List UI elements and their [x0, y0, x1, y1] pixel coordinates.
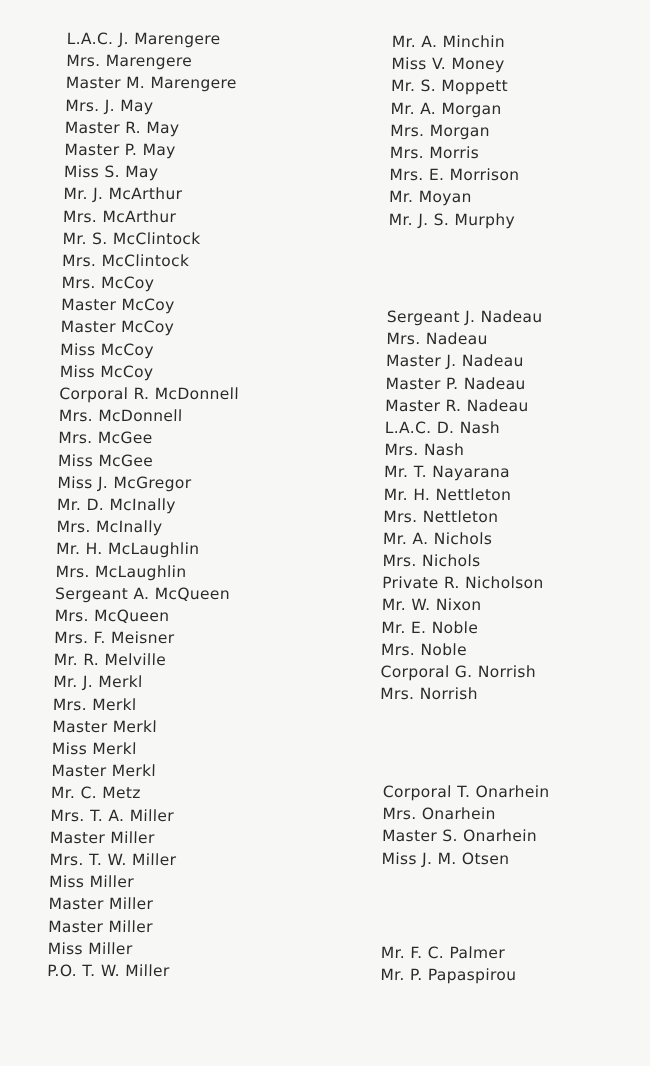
name-entry: Mrs. Norrish	[380, 685, 479, 704]
name-entry: Master R. Nadeau	[385, 396, 529, 415]
name-entry: Mr. A. Morgan	[390, 99, 502, 118]
name-entry: Miss McCoy	[60, 340, 155, 359]
name-entry: Mrs. Nash	[384, 441, 465, 460]
name-entry: Master Miller	[48, 895, 154, 914]
name-entry: Master P. Nadeau	[385, 374, 526, 393]
name-entry: Mrs. Merkl	[52, 695, 137, 714]
name-entry: Mr. W. Nixon	[381, 596, 482, 615]
name-entry: Mr. T. Nayarana	[383, 463, 511, 482]
name-entry: Miss Merkl	[51, 740, 137, 758]
name-entry: Mr. R. Melville	[53, 651, 167, 670]
name-entry: Mr. J. S. Murphy	[388, 210, 516, 229]
name-entry: Mr. E. Noble	[381, 618, 479, 637]
name-entry: Mrs. T. W. Miller	[49, 850, 177, 869]
name-entry: Master P. May	[64, 140, 176, 159]
name-entry: P.O. T. W. Miller	[47, 961, 170, 980]
name-entry: Miss V. Money	[391, 55, 505, 74]
name-entry: Mr. D. McInally	[56, 495, 176, 514]
name-entry: Mrs. McGee	[58, 429, 153, 448]
name-entry: Mr. A. Minchin	[391, 33, 506, 51]
name-entry: Mr. C. Metz	[50, 784, 141, 803]
name-entry: Mr. P. Papaspirou	[380, 966, 517, 985]
name-entry: Mrs. Morgan	[390, 121, 491, 140]
right-group-m	[389, 31, 522, 231]
name-entry: Mrs. Onarhein	[382, 805, 496, 824]
name-entry: Mrs. Morris	[389, 143, 480, 162]
name-entry: Sergeant J. Nadeau	[386, 308, 543, 326]
name-entry: Mrs. McClintock	[61, 251, 190, 270]
name-entry: Miss J. McGregor	[57, 473, 192, 492]
name-entry: Master Miller	[47, 917, 153, 936]
name-entry: Mr. A. Nichols	[382, 529, 493, 548]
right-group-n	[380, 306, 548, 705]
name-entry: Mr. S. McClintock	[62, 229, 201, 248]
name-entry: Mrs. J. May	[65, 96, 154, 115]
right-group-o	[381, 781, 549, 870]
name-entry: Mrs. E. Morrison	[389, 166, 520, 185]
name-entry: Mrs. McLaughlin	[55, 562, 187, 581]
name-entry: Mrs. Noble	[380, 640, 468, 659]
name-entry: Sergeant A. McQueen	[54, 584, 231, 603]
name-entry: Master McCoy	[61, 296, 175, 315]
name-entry: Corporal R. McDonnell	[59, 385, 240, 403]
name-entry: Mrs. T. A. Miller	[50, 806, 175, 825]
name-entry: Mr. H. Nettleton	[383, 485, 512, 504]
name-entry: Master Merkl	[51, 762, 157, 781]
name-entry: Mrs. McDonnell	[58, 407, 183, 426]
name-entry: Mr. Moyan	[388, 188, 472, 207]
name-entry: Master McCoy	[60, 318, 175, 337]
name-entry: L.A.C. D. Nash	[384, 418, 501, 437]
name-entry: Master R. May	[64, 118, 180, 137]
name-entry: Mr. J. McArthur	[63, 185, 183, 204]
name-entry: Master S. Onarhein	[381, 827, 538, 846]
name-entry: Miss McGee	[57, 451, 154, 470]
name-entry: L.A.C. J. Marengere	[66, 30, 221, 48]
name-entry: Mrs. McQueen	[54, 606, 170, 625]
name-entry: Mrs. Nadeau	[386, 330, 488, 349]
name-entry: Master Miller	[49, 828, 155, 847]
name-entry: Mrs. McCoy	[61, 274, 155, 293]
name-entry: Mr. H. McLaughlin	[55, 540, 200, 559]
name-entry: Corporal G. Norrish	[380, 663, 537, 681]
name-entry: Master J. Nadeau	[385, 352, 524, 371]
name-entry: Mrs. Nichols	[382, 552, 481, 571]
name-entry: Miss Miller	[47, 939, 133, 958]
name-entry: Private R. Nicholson	[382, 574, 544, 593]
name-entry: Corporal T. Onarhein	[382, 783, 550, 801]
name-entry: Miss Miller	[48, 873, 135, 892]
name-entry: Mr. S. Moppett	[390, 77, 509, 96]
left-name-column	[47, 28, 247, 982]
name-entry: Mr. F. C. Palmer	[380, 944, 506, 962]
name-entry: Miss S. May	[63, 163, 159, 182]
right-group-p	[380, 942, 517, 986]
name-entry: Miss J. M. Otsen	[381, 849, 510, 868]
name-entry: Mrs. McArthur	[62, 207, 177, 226]
name-entry: Mr. J. Merkl	[53, 673, 143, 692]
name-entry: Master Merkl	[52, 717, 158, 736]
name-entry: Mrs. Marengere	[66, 52, 193, 71]
name-entry: Mrs. Nettleton	[383, 507, 499, 526]
name-entry: Mrs. F. Meisner	[54, 629, 175, 648]
name-entry: Miss McCoy	[59, 362, 154, 381]
name-entry: Mrs. McInally	[56, 518, 163, 537]
name-entry: Master M. Marengere	[65, 74, 237, 93]
